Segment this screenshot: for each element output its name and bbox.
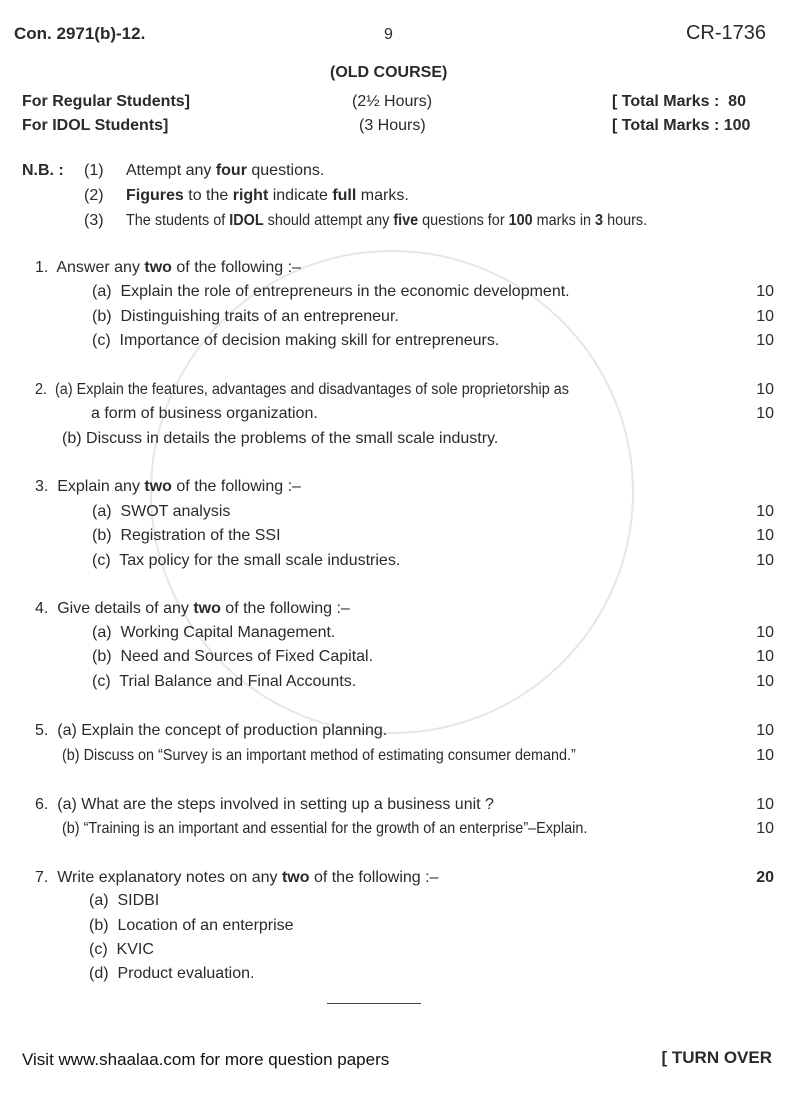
sub-label: (a) (55, 381, 73, 398)
sub-text: “Training is an important and essential for the growth of an enterprise”–Explain. (83, 820, 588, 837)
question-text: Write explanatory notes on any (57, 869, 282, 886)
nb-text: IDOL (229, 212, 264, 229)
sub-text: Distinguishing traits of an entrepreneur. (120, 308, 399, 325)
sub-question (92, 526, 281, 546)
marks: 10 (756, 796, 774, 813)
footer-visit-link[interactable]: Visit www.shaalaa.com for more question papers (22, 1050, 390, 1069)
page-number: 9 (384, 26, 393, 43)
nb-text: four (215, 162, 247, 179)
turn-over: [ TURN OVER (661, 1048, 772, 1067)
sub-label: (d) (89, 965, 109, 982)
sub-question (62, 819, 587, 839)
sub-question (89, 940, 154, 960)
paper-id: CR-1736 (685, 22, 766, 44)
sub-label: (b) (89, 917, 109, 934)
sub-question (89, 891, 159, 911)
nb-text: marks. (356, 187, 409, 204)
question-7 (35, 868, 438, 888)
nb-text: to the (183, 187, 233, 204)
sub-text: Discuss in details the problems of the small scale industry. (86, 430, 499, 447)
nb-item (126, 161, 324, 181)
sub-text: Importance of decision making skill for entrepreneurs. (119, 332, 500, 349)
sub-question (92, 551, 400, 571)
marks: 10 (756, 624, 774, 641)
nb-text: right (232, 187, 269, 204)
question-5 (35, 721, 387, 741)
marks: 10 (756, 648, 774, 665)
sub-label: (c) (92, 673, 111, 690)
question-6 (35, 795, 494, 815)
sub-label: (c) (92, 552, 111, 569)
marks: 20 (756, 869, 774, 886)
sub-question (92, 331, 499, 351)
sub-label: (c) (92, 332, 111, 349)
question-text: two (144, 259, 172, 276)
total-marks: [ Total Marks : 80 (612, 93, 746, 110)
course-label: (OLD COURSE) (330, 64, 448, 81)
sub-label: (a) (92, 624, 112, 641)
marks: 10 (756, 673, 774, 690)
question-number: 3. (35, 478, 49, 495)
sub-text: Explain the role of entrepreneurs in the economic development. (120, 283, 570, 300)
sub-question (92, 502, 230, 522)
question-number: 5. (35, 722, 49, 739)
nb-num: (1) (84, 162, 104, 179)
question-text: of the following :– (309, 869, 439, 886)
marks: 10 (756, 552, 774, 569)
sub-label: (b) (92, 648, 112, 665)
marks: 10 (756, 405, 774, 422)
nb-item (126, 211, 647, 231)
sub-label: (a) (89, 892, 109, 909)
question-text: two (144, 478, 172, 495)
nb-text: full (332, 187, 357, 204)
marks: 10 (756, 820, 774, 837)
sub-text: SWOT analysis (120, 503, 231, 520)
question-text: of the following :– (171, 259, 301, 276)
question-3 (35, 477, 301, 497)
student-type: For IDOL Students] (22, 117, 169, 134)
sub-text: SIDBI (117, 892, 160, 909)
nb-text: questions. (246, 162, 325, 179)
question-number: 4. (35, 600, 49, 617)
sub-label: (a) (57, 796, 77, 813)
sub-question (92, 282, 570, 302)
sub-question-cont: a form of business organization. (91, 405, 318, 422)
marks: 10 (756, 332, 774, 349)
total-marks: [ Total Marks : 100 (612, 117, 751, 134)
sub-question (92, 307, 399, 327)
sub-text: Discuss on “Survey is an important method of estimating consumer demand.” (83, 747, 576, 764)
sub-label: (b) (92, 527, 112, 544)
marks: 10 (756, 503, 774, 520)
sub-label: (c) (89, 941, 108, 958)
question-number: 6. (35, 796, 49, 813)
marks: 10 (756, 381, 774, 398)
nb-text: hours. (603, 212, 648, 229)
marks: 10 (756, 747, 774, 764)
end-rule (327, 1003, 421, 1004)
sub-text: Product evaluation. (117, 965, 255, 982)
sub-question (62, 429, 498, 449)
nb-text: Figures (126, 187, 184, 204)
nb-text: 100 (508, 212, 533, 229)
marks: 10 (756, 527, 774, 544)
sub-label: (b) (62, 430, 82, 447)
nb-text: Attempt any (126, 162, 216, 179)
sub-label: (a) (57, 722, 77, 739)
sub-text: What are the steps involved in setting up a business unit ? (81, 796, 494, 813)
sub-text: Explain the features, advantages and disadvantages of sole proprietorship as (76, 381, 569, 398)
duration: (3 Hours) (359, 117, 426, 134)
question-text: Explain any (57, 478, 145, 495)
question-2 (35, 380, 569, 400)
sub-text: Location of an enterprise (117, 917, 294, 934)
sub-label: (b) (62, 820, 80, 837)
marks: 10 (756, 283, 774, 300)
nb-num: (3) (84, 212, 104, 229)
sub-label: (a) (92, 283, 112, 300)
sub-label: (b) (92, 308, 112, 325)
nb-text: questions for (418, 212, 509, 229)
nb-text: five (393, 212, 419, 229)
question-number: 1. (35, 259, 49, 276)
sub-question (92, 623, 335, 643)
nb-text: 3 (595, 212, 604, 229)
nb-text: marks in (532, 212, 596, 229)
sub-question (92, 647, 373, 667)
duration: (2½ Hours) (352, 93, 433, 110)
sub-question (89, 916, 294, 936)
marks: 10 (756, 308, 774, 325)
question-4 (35, 599, 350, 619)
sub-text: Need and Sources of Fixed Capital. (120, 648, 374, 665)
question-text: of the following :– (171, 478, 301, 495)
question-number: 2. (35, 381, 48, 398)
sub-text: Explain the concept of production planning. (81, 722, 388, 739)
paper-code: Con. 2971(b)-12. (14, 24, 146, 43)
sub-question (62, 746, 576, 766)
nb-num: (2) (84, 187, 104, 204)
sub-text: KVIC (116, 941, 154, 958)
nb-item (126, 186, 409, 206)
sub-question (89, 964, 254, 984)
marks: 10 (756, 722, 774, 739)
question-text: Give details of any (57, 600, 194, 617)
nb-text: should attempt any (263, 212, 394, 229)
question-text: of the following :– (220, 600, 350, 617)
sub-text: Registration of the SSI (120, 527, 281, 544)
nb-text: The students of (126, 212, 230, 229)
sub-label: (a) (92, 503, 112, 520)
question-text: Answer any (56, 259, 145, 276)
question-number: 7. (35, 869, 49, 886)
sub-text: Working Capital Management. (120, 624, 336, 641)
student-type: For Regular Students] (22, 93, 191, 110)
question-text: two (281, 869, 310, 886)
nb-label: N.B. : (22, 162, 64, 179)
question-1 (35, 258, 301, 278)
sub-label: (b) (62, 747, 80, 764)
sub-text: Trial Balance and Final Accounts. (119, 673, 357, 690)
question-text: two (193, 600, 221, 617)
sub-text: Tax policy for the small scale industries. (119, 552, 401, 569)
nb-text: indicate (268, 187, 333, 204)
sub-question (92, 672, 356, 692)
